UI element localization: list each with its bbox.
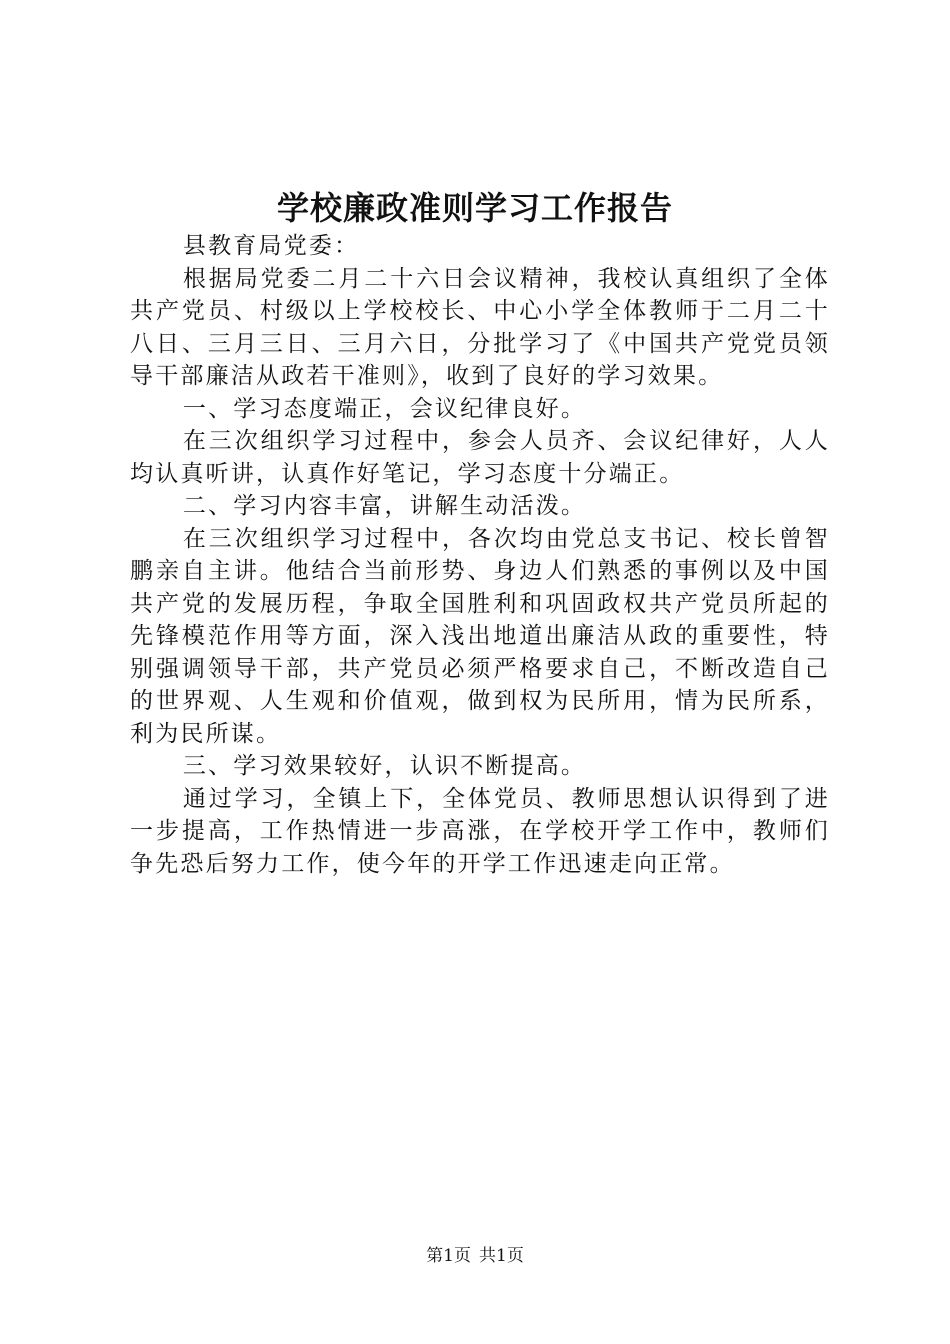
salutation-paragraph: 县教育局党委： (182, 233, 360, 259)
section-paragraph-1: 在三次组织学习过程中，参会人员齐、会议纪律好，人人均认真听讲，认真作好笔记，学习态度十分端正。 (130, 428, 830, 487)
document-title: 学校廉政准则学习工作报告 (276, 189, 673, 227)
section-paragraph-3: 通过学习，全镇上下，全体党员、教师思想认识得到了进一步提高，工作热情进一步高涨，在学校开学工作中，教师们争先恐后努力工作，使今年的开学工作迅速走向正常。 (130, 785, 830, 877)
document-body (130, 230, 830, 880)
section-heading-3: 三、学习效果较好，认识不断提高。 (182, 753, 587, 779)
page-footer (0, 1244, 950, 1268)
intro-paragraph: 根据局党委二月二十六日会议精神，我校认真组织了全体共产党员、村级以上学校校长、中心小学全体教师于二月二十八日、三月三日、三月六日，分批学习了《中国共产党党员领导干部廉洁从政若干准则》，收到了良好的学习效果。 (130, 265, 830, 389)
page-number-total: 共1页 (479, 1246, 524, 1266)
section-paragraph-2: 在三次组织学习过程中，各次均由党总支书记、校长曾智鹏亲自主讲。他结合当前形势、身边人们熟悉的事例以及中国共产党的发展历程，争取全国胜利和巩固政权共产党员所起的先锋模范作用等方面，深入浅出地道出廉洁从政的重要性，特别强调领导干部，共产党员必须严格要求自己，不断改造自己的世界观、人生观和价值观，做到权为民所用，情为民所系，利为民所谋。 (130, 525, 830, 747)
section-heading-1: 一、学习态度端正，会议纪律良好。 (182, 395, 587, 422)
section-heading-2: 二、学习内容丰富，讲解生动活泼。 (182, 493, 587, 519)
page-number-current: 第1页 (426, 1246, 471, 1266)
